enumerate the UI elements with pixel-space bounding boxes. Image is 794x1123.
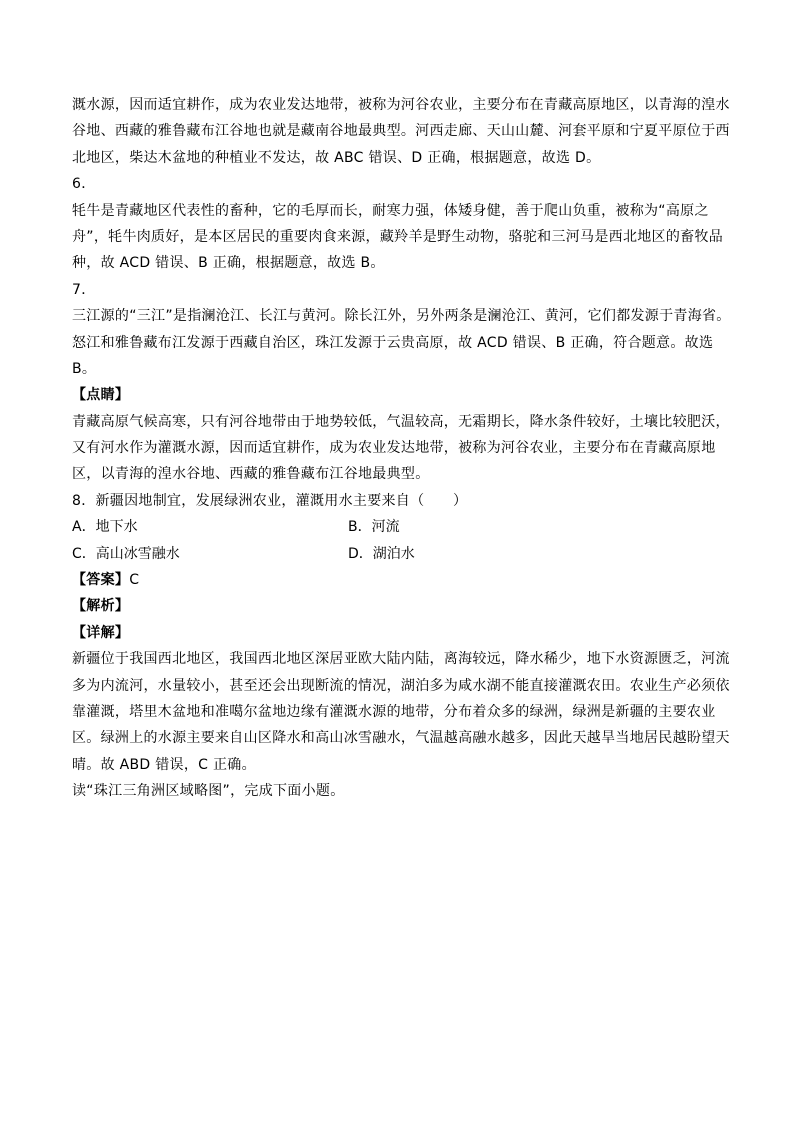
answer-value: C — [129, 572, 140, 589]
text-line: 种，故 ACD 错误、B 正确，根据题意，故选 B。 — [72, 255, 385, 272]
text-line: 区。绿洲上的水源主要来自山区降水和高山冰雪融水，气温越高融水越多，因此天越旱当地居民越盼望天 — [72, 730, 730, 747]
text-line: 又有河水作为灌溉水源，因而适宜耕作，成为农业发达地带，被称为河谷农业，主要分布在青藏高原地 — [72, 440, 716, 457]
question-8: 8．新疆因地制宜，发展绿洲农业，灌溉用水主要来自（ ） — [72, 492, 468, 509]
text-line: 新疆位于我国西北地区，我国西北地区深居亚欧大陆内陆，离海较远，降水稀少，地下水资源匮乏，河流 — [72, 651, 730, 668]
answer-line — [72, 567, 722, 593]
option-c: C．高山冰雪融水 — [72, 545, 180, 562]
next-question-prompt: 读“珠江三角洲区域略图”，完成下面小题。 — [72, 783, 345, 800]
text-line: 谷地、西藏的雅鲁藏布江谷地也就是藏南谷地最典型。河西走廊、天山山麓、河套平原和宁夏平原位于西 — [72, 123, 730, 140]
question-number-6: 6． — [72, 176, 96, 193]
text-line: 舟”，牦牛肉质好，是本区居民的重要肉食来源，藏羚羊是野生动物，骆驼和三河马是西北地区的畜牧品 — [72, 228, 724, 245]
jiexi-heading: 【解析】 — [72, 598, 130, 615]
text-line: 溉水源，因而适宜耕作，成为农业发达地带，被称为河谷农业，主要分布在青藏高原地区，以青海的湟水 — [72, 97, 730, 113]
text-line: 晴。故 ABD 错误，C 正确。 — [72, 756, 256, 773]
option-d: D．湖泊水 — [348, 545, 415, 562]
text-line: B。 — [72, 360, 97, 377]
question-number-7: 7． — [72, 281, 96, 298]
dianjing-heading: 【点睛】 — [72, 387, 130, 404]
text-line: 牦牛是青藏地区代表性的畜种，它的毛厚而长，耐寒力强，体矮身健，善于爬山负重，被称为“高原之 — [72, 202, 709, 219]
option-a: A．地下水 — [72, 519, 138, 536]
option-row — [72, 514, 722, 540]
text-line: 区，以青海的湟水谷地、西藏的雅鲁藏布江谷地最典型。 — [72, 466, 430, 483]
text-line: 北地区，柴达木盆地的种植业不发达，故 ABC 错误、D 正确，根据题意，故选 D。 — [72, 149, 601, 166]
option-row — [72, 541, 722, 567]
text-line: 三江源的“三江”是指澜沧江、长江与黄河。除长江外，另外两条是澜沧江、黄河，它们都发源于青海省。 — [72, 308, 731, 325]
text-line: 多为内流河，水量较小，甚至还会出现断流的情况，湖泊多为咸水湖不能直接灌溉农田。农业生产必须依 — [72, 677, 730, 694]
text-line: 怒江和雅鲁藏布江发源于西藏自治区，珠江发源于云贵高原，故 ACD 错误、B 正确，符合题意。故选 — [72, 334, 714, 351]
text-line: 靠灌溉，塔里木盆地和准噶尔盆地边缘有灌溉水源的地带，分布着众多的绿洲，绿洲是新疆的主要农业 — [72, 703, 716, 720]
document-page — [72, 92, 731, 805]
xiangjie-heading: 【详解】 — [72, 624, 130, 641]
text-line: 青藏高原气候高寒，只有河谷地带由于地势较低，气温较高，无霜期长，降水条件较好，土壤比较肥沃， — [72, 413, 730, 430]
answer-label: 【答案】 — [72, 572, 130, 589]
option-b: B．河流 — [348, 519, 400, 536]
